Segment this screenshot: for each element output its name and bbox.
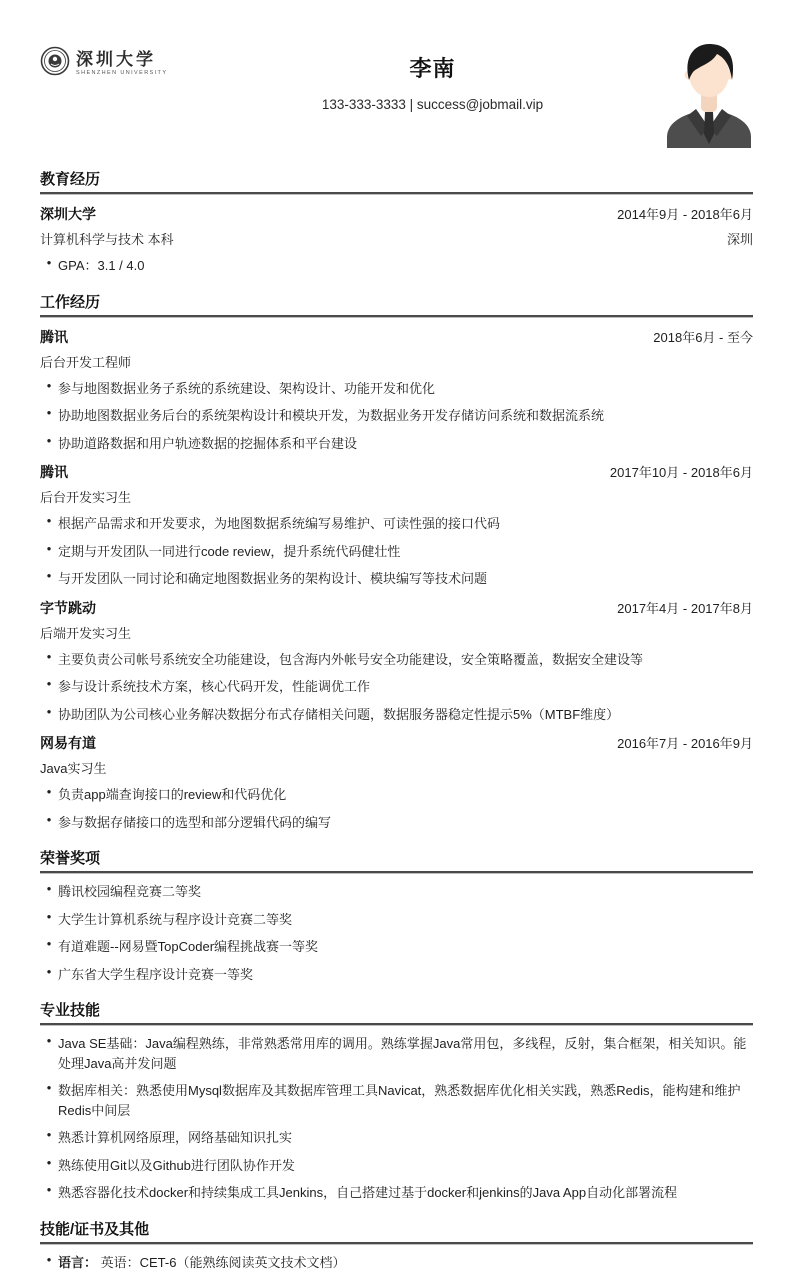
- bullet-dot: ●: [40, 937, 58, 957]
- bullet-text: 语言： 英语：CET-6（能熟练阅读英文技术文档）: [58, 1253, 753, 1272]
- bullet-dot: ●: [40, 542, 58, 562]
- avatar-illustration: [665, 42, 753, 148]
- bullet-dot: ●: [40, 514, 58, 534]
- section-divider: [40, 871, 753, 874]
- university-name-cn: 深圳大学: [76, 51, 167, 68]
- entry-date: 2018年6月 - 至今: [653, 327, 753, 346]
- entry-organization: 网易有道: [40, 733, 96, 753]
- entry-role: 计算机科学与技术 本科: [40, 229, 174, 248]
- entry-bullets: [40, 379, 753, 454]
- entry-header-row: [40, 462, 753, 482]
- bullet-dot: ●: [40, 910, 58, 930]
- bullet-item: [40, 1081, 753, 1120]
- bullet-text: 负责app端查询接口的review和代码优化: [58, 785, 753, 805]
- section-divider: [40, 1242, 753, 1245]
- bullet-item: [40, 434, 753, 454]
- entry-sub-row: [40, 487, 753, 506]
- bullet-item: [40, 542, 753, 562]
- bullet-text: 协助地图数据业务后台的系统架构设计和模块开发，为数据业务开发存储访问系统和数据流系统: [58, 406, 753, 426]
- bullet-item: [40, 514, 753, 534]
- bullet-dot: ●: [40, 434, 58, 454]
- section-divider: [40, 1023, 753, 1026]
- entry-organization: 腾讯: [40, 462, 68, 482]
- bullet-item: [40, 1156, 753, 1176]
- bullet-text: 与开发团队一同讨论和确定地图数据业务的架构设计、模块编写等技术问题: [58, 569, 753, 589]
- bullet-item: [40, 406, 753, 426]
- bullet-text: Java SE基础：Java编程熟练，非常熟悉常用库的调用。熟练掌握Java常用包，多线程，反射，集合框架，相关知识。能处理Java高并发问题: [58, 1034, 753, 1073]
- bullet-text: 协助团队为公司核心业务解决数据分布式存储相关问题，数据服务器稳定性提示5%（MTBF维度）: [58, 705, 753, 725]
- work-entries: [40, 327, 753, 833]
- entry-sub-row: [40, 229, 753, 248]
- entry-date: 2014年9月 - 2018年6月: [617, 204, 753, 223]
- entry-date: 2017年10月 - 2018年6月: [610, 462, 753, 481]
- entry-bullets: [40, 650, 753, 725]
- bullet-dot: ●: [40, 705, 58, 725]
- bullet-dot: ●: [40, 406, 58, 426]
- bullet-text: 主要负责公司帐号系统安全功能建设，包含海内外帐号安全功能建设，安全策略覆盖，数据安全建设等: [58, 650, 753, 670]
- entry-role: 后台开发实习生: [40, 487, 131, 506]
- bullet-item: [40, 677, 753, 697]
- bullet-dot: ●: [40, 1128, 58, 1148]
- bullet-dot: ●: [40, 1156, 58, 1176]
- bullet-dot: ●: [40, 1253, 58, 1272]
- section-title-other: 技能/证书及其他: [40, 1218, 753, 1239]
- bullet-item: [40, 882, 753, 902]
- university-emblem-icon: [40, 46, 70, 81]
- person-name: 李南: [200, 52, 665, 83]
- other-list: [40, 1253, 753, 1272]
- entry-bullets: [40, 256, 753, 276]
- bullet-item: [40, 1253, 753, 1272]
- entry-role: 后台开发工程师: [40, 352, 131, 371]
- bullet-text: 有道难题--网易暨TopCoder编程挑战赛一等奖: [58, 937, 753, 957]
- bullet-item: [40, 813, 753, 833]
- bullet-dot: ●: [40, 677, 58, 697]
- bullet-text: 定期与开发团队一同进行code review，提升系统代码健壮性: [58, 542, 753, 562]
- university-name-en: SHENZHEN UNIVERSITY: [76, 71, 167, 77]
- section-title-honors: 荣誉奖项: [40, 847, 753, 868]
- entry-header-row: [40, 327, 753, 347]
- bullet-text: 熟悉计算机网络原理，网络基础知识扎实: [58, 1128, 753, 1148]
- bullet-dot: ●: [40, 882, 58, 902]
- resume-header: [40, 40, 753, 153]
- bullet-item: [40, 785, 753, 805]
- bullet-dot: ●: [40, 785, 58, 805]
- university-logo-text: [76, 51, 167, 77]
- bullet-text: GPA：3.1 / 4.0: [58, 256, 753, 276]
- bullet-item: [40, 569, 753, 589]
- bullet-item: [40, 1034, 753, 1073]
- entry-organization: 腾讯: [40, 327, 68, 347]
- bullet-dot: ●: [40, 813, 58, 833]
- bullet-text: 协助道路数据和用户轨迹数据的挖掘体系和平台建设: [58, 434, 753, 454]
- contact-info: 133-333-3333 | success@jobmail.vip: [200, 97, 665, 112]
- section-education: [40, 168, 753, 276]
- entry-header-row: [40, 598, 753, 618]
- skills-list: [40, 1034, 753, 1203]
- bullet-item: [40, 937, 753, 957]
- entry-sub-row: [40, 623, 753, 642]
- bullet-dot: ●: [40, 256, 58, 276]
- entry-bullets: [40, 785, 753, 832]
- bullet-dot: ●: [40, 1081, 58, 1120]
- entry-organization: 字节跳动: [40, 598, 96, 618]
- avatar: [665, 42, 753, 153]
- bullet-dot: ●: [40, 1034, 58, 1073]
- bullet-item: [40, 379, 753, 399]
- education-entries: [40, 204, 753, 276]
- entry-sub-row: [40, 352, 753, 371]
- bullet-text: 熟练使用Git以及Github进行团队协作开发: [58, 1156, 753, 1176]
- entry-bullets: [40, 514, 753, 589]
- bullet-item: [40, 965, 753, 985]
- section-divider: [40, 315, 753, 318]
- entry-date: 2016年7月 - 2016年9月: [617, 733, 753, 752]
- section-title-education: 教育经历: [40, 168, 753, 189]
- section-honors: [40, 847, 753, 984]
- bullet-item: [40, 256, 753, 276]
- entry-sub-row: [40, 758, 753, 777]
- bullet-text: 大学生计算机系统与程序设计竞赛二等奖: [58, 910, 753, 930]
- entry-organization: 深圳大学: [40, 204, 96, 224]
- bullet-text: 参与设计系统技术方案，核心代码开发，性能调优工作: [58, 677, 753, 697]
- bullet-text: 参与地图数据业务子系统的系统建设、架构设计、功能开发和优化: [58, 379, 753, 399]
- bullet-text: 熟悉容器化技术docker和持续集成工具Jenkins，自己搭建过基于docker和jenkins的Java App自动化部署流程: [58, 1183, 753, 1203]
- section-title-work: 工作经历: [40, 291, 753, 312]
- honors-list: [40, 882, 753, 984]
- entry-header-row: [40, 204, 753, 224]
- entry-role: Java实习生: [40, 758, 106, 777]
- bullet-item: [40, 650, 753, 670]
- bullet-item: [40, 705, 753, 725]
- bullet-dot: ●: [40, 379, 58, 399]
- section-divider: [40, 192, 753, 195]
- bullet-dot: ●: [40, 650, 58, 670]
- bullet-text: 参与数据存储接口的选型和部分逻辑代码的编写: [58, 813, 753, 833]
- entry-location: 深圳: [727, 229, 753, 248]
- bullet-dot: ●: [40, 965, 58, 985]
- bullet-item: [40, 1183, 753, 1203]
- bullet-label: 语言：: [58, 1255, 97, 1270]
- bullet-text: 数据库相关：熟悉使用Mysql数据库及其数据库管理工具Navicat，熟悉数据库优化相关实践，熟悉Redis，能构建和维护Redis中间层: [58, 1081, 753, 1120]
- section-title-skills: 专业技能: [40, 999, 753, 1020]
- section-work: [40, 291, 753, 833]
- header-center: [200, 40, 665, 112]
- bullet-dot: ●: [40, 569, 58, 589]
- entry-date: 2017年4月 - 2017年8月: [617, 598, 753, 617]
- section-skills: [40, 999, 753, 1203]
- bullet-text: 根据产品需求和开发要求，为地图数据系统编写易维护、可读性强的接口代码: [58, 514, 753, 534]
- bullet-text: 腾讯校园编程竞赛二等奖: [58, 882, 753, 902]
- entry-header-row: [40, 733, 753, 753]
- entry-role: 后端开发实习生: [40, 623, 131, 642]
- bullet-item: [40, 1128, 753, 1148]
- bullet-item: [40, 910, 753, 930]
- bullet-text: 广东省大学生程序设计竞赛一等奖: [58, 965, 753, 985]
- bullet-dot: ●: [40, 1183, 58, 1203]
- university-logo: [40, 46, 200, 81]
- section-other: [40, 1218, 753, 1272]
